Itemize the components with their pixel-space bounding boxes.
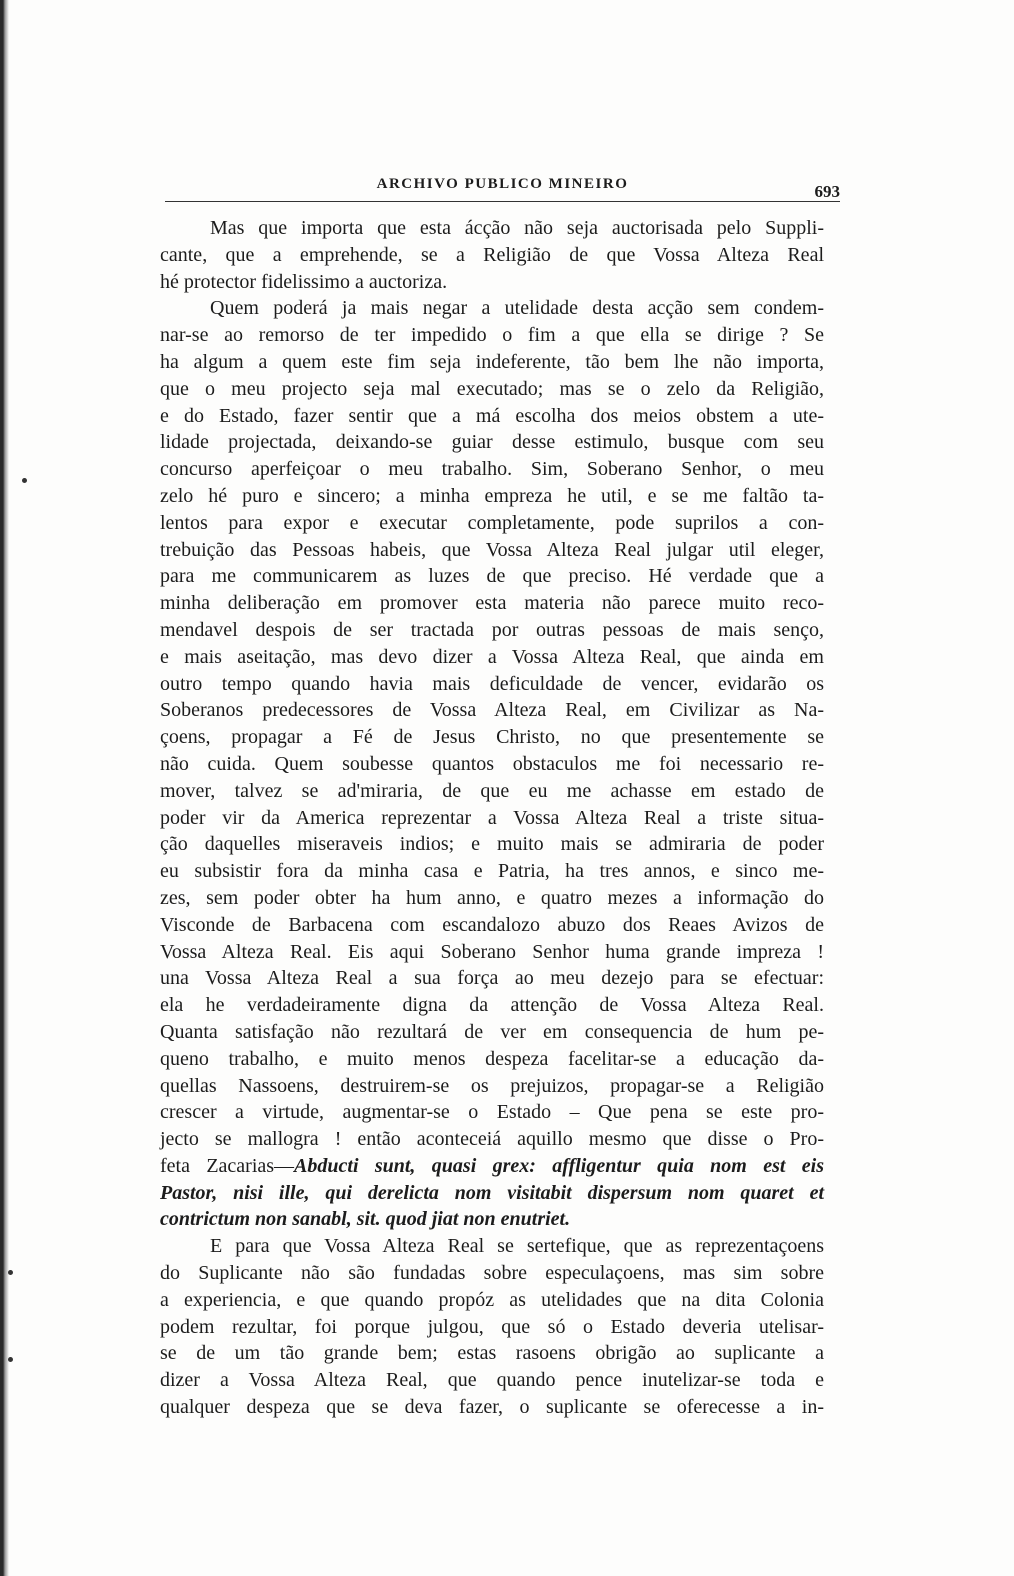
text-line: una Vossa Alteza Real a sua força ao meu dezejo para se efectuar: [160, 967, 824, 990]
text-line: que o meu projecto seja mal executado; mas se o zelo da Religião, [160, 377, 824, 400]
text-line: zes, sem poder obter ha hum anno, e quatro mezes a informação do [160, 886, 824, 909]
text-line: Visconde de Barbacena com escandalozo abuzo dos Reaes Avizos de [160, 913, 824, 936]
margin-mark [22, 478, 27, 483]
text-line: Soberanos predecessores de Vossa Alteza Real, em Civilizar as Na- [160, 699, 824, 722]
binding-edge [0, 0, 9, 1576]
text-line: E para que Vossa Alteza Real se sertefique, que as reprezentaçoens [210, 1235, 824, 1258]
text-line: lentos para expor e executar completamente, pode suprilos a con- [160, 511, 824, 534]
text-line: mover, talvez se ad'miraria, de que eu me achasse em estado de [160, 779, 824, 802]
text-line: nar-se ao remorso de ter impedido o fim a que ella se dirige ? Se [160, 324, 824, 347]
text-line: do Suplicante não são fundadas sobre especulaçoens, mas sim sobre [160, 1262, 824, 1285]
text-line: quellas Nassoens, destruirem-se os prejuizos, propagar-se a Religião [160, 1074, 824, 1097]
page-header [165, 174, 840, 204]
text-line: qualquer despeza que se deva fazer, o suplicante se oferecesse a in- [160, 1396, 824, 1419]
text-line: contrictum non sanabl, sit. quod jiat non enutriet. [160, 1208, 571, 1231]
body-text [160, 215, 824, 1421]
text-line: concurso aperfeiçoar o meu trabalho. Sim, Soberano Senhor, o meu [160, 458, 824, 481]
text-line: cante, que a emprehende, se a Religião de que Vossa Alteza Real [160, 243, 824, 266]
text-line: zelo hé puro e sincero; a minha empreza he util, e se me faltão ta- [160, 484, 824, 507]
running-title: ARCHIVO PUBLICO MINEIRO [376, 176, 629, 192]
text-line: outro tempo quando havia mais deficuldade de vencer, evidarão os [160, 672, 824, 695]
text-line: minha deliberação em promover esta materia não parece muito reco- [160, 592, 824, 615]
text-line: eu subsistir fora da minha casa e Patria, ha tres annos, e sinco me- [160, 860, 824, 883]
page-number: 693 [814, 182, 840, 201]
text-line: Pastor, nisi ille, qui derelicta nom visitabit dispersum nom quaret et [160, 1181, 824, 1204]
text-line: Quanta satisfação não rezultará de ver em consequencia de hum pe- [160, 1020, 824, 1043]
text-line: Vossa Alteza Real. Eis aqui Soberano Senhor huma grande impreza ! [160, 940, 824, 963]
text-line: e do Estado, fazer sentir que a má escolha dos meios obstem a ute- [160, 404, 824, 427]
text-line [160, 1153, 824, 1180]
text-line-latin-quote: Abducti sunt, quasi grex: affligentur quia nom est eis [294, 1154, 824, 1177]
text-line: trebuição das Pessoas habeis, que Vossa Alteza Real julgar util eleger, [160, 538, 824, 561]
text-line: lidade projectada, deixando-se guiar desse estimulo, busque com seu [160, 431, 824, 454]
text-line: Quem poderá ja mais negar a utelidade desta acção sem condem- [210, 297, 824, 320]
text-line: ela he verdadeiramente digna da attenção de Vossa Alteza Real. [160, 994, 824, 1017]
text-line: jecto se mallogra ! então aconteceiá aquillo mesmo que disse o Pro- [160, 1128, 824, 1151]
text-line: ção daquelles miseraveis indios; e muito mais se admiraria de poder [160, 833, 824, 856]
header-rule [165, 201, 840, 202]
text-line: queno trabalho, e muito menos despeza facelitar-se a educação da- [160, 1047, 824, 1070]
text-line: hé protector fidelissimo a auctoriza. [160, 270, 448, 293]
text-line: a experiencia, e que quando propóz as utelidades que na dita Colonia [160, 1288, 824, 1311]
text-line: não cuida. Quem soubesse quantos obstaculos me foi necessario re- [160, 752, 824, 775]
text-line: poder vir da America reprezentar a Vossa Alteza Real a triste situa- [160, 806, 824, 829]
margin-mark [8, 1270, 13, 1275]
text-line: podem rezultar, foi porque julgou, que só o Estado deveria utelisar- [160, 1315, 824, 1338]
text-line: ha algum a quem este fim seja indeferente, tão bem lhe não importa, [160, 350, 824, 373]
text-line-roman: feta Zacarias— [160, 1154, 295, 1177]
margin-mark [8, 1357, 13, 1362]
text-line: Mas que importa que esta ácção não seja auctorisada pelo Suppli- [210, 217, 824, 239]
text-line: crescer a virtude, augmentar-se o Estado – Que pena se este pro- [160, 1101, 824, 1124]
text-line: mendavel despois de ser tractada por outras pessoas de mais senço, [160, 618, 824, 641]
text-line: se de um tão grande bem; estas rasoens obrigão ao suplicante a [160, 1342, 824, 1365]
text-line: çoens, propagar a Fé de Jesus Christo, no que presentemente se [160, 726, 824, 749]
text-line: dizer a Vossa Alteza Real, que quando pence inutelizar-se toda e [160, 1369, 824, 1392]
text-line: e mais aseitação, mas devo dizer a Vossa Alteza Real, que ainda em [160, 645, 824, 668]
text-line: para me communicarem as luzes de que preciso. Hé verdade que a [160, 565, 824, 588]
